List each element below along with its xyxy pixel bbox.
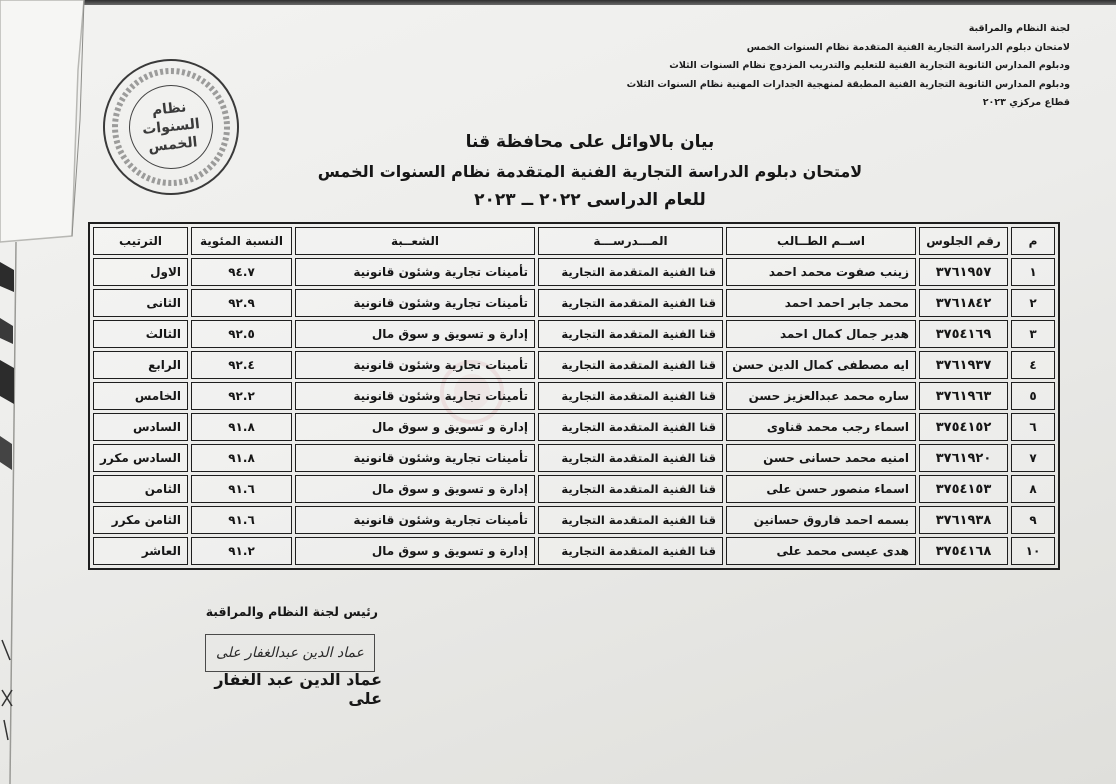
student-name-cell: ايه مصطفى كمال الدين حسن — [726, 351, 916, 379]
percentage-cell: ٩١.٦ — [191, 475, 292, 503]
percentage-cell: ٩١.٨ — [191, 444, 292, 472]
stamp-text: الخمس — [147, 134, 199, 156]
document-title — [290, 128, 890, 215]
table-header-row — [93, 227, 1055, 255]
row-number-cell: ٧ — [1011, 444, 1055, 472]
percentage-cell: ٩١.٨ — [191, 413, 292, 441]
rank-cell: السادس — [93, 413, 188, 441]
seat-number-cell: ٣٧٥٤١٥٢ — [919, 413, 1008, 441]
seat-number-cell: ٣٧٦١٩٣٧ — [919, 351, 1008, 379]
seat-number-cell: ٣٧٦١٩٢٠ — [919, 444, 1008, 472]
division-name-cell: تأمينات تجارية وشئون قانونية — [295, 444, 535, 472]
table-row — [93, 475, 1055, 503]
header-no: م — [1011, 227, 1055, 255]
rank-cell: الثالث — [93, 320, 188, 348]
paper-top-edge — [80, 0, 1116, 5]
school-name-cell: قنا الفنية المتقدمة التجارية — [538, 506, 723, 534]
row-number-cell: ٨ — [1011, 475, 1055, 503]
table-row — [93, 320, 1055, 348]
left-page-edge — [0, 0, 96, 784]
stamp-text: السنوات — [141, 116, 201, 138]
header-division: الشعــبة — [295, 227, 535, 255]
header-line: لجنة النظام والمراقبة — [968, 23, 1070, 34]
seat-number-cell: ٣٧٦١٩٥٧ — [919, 258, 1008, 286]
percentage-cell: ٩٢.٤ — [191, 351, 292, 379]
division-name-cell: تأمينات تجارية وشئون قانونية — [295, 289, 535, 317]
row-number-cell: ١ — [1011, 258, 1055, 286]
school-name-cell: قنا الفنية المتقدمة التجارية — [538, 320, 723, 348]
school-name-cell: قنا الفنية المتقدمة التجارية — [538, 258, 723, 286]
official-stamp — [96, 52, 245, 201]
percentage-cell: ٩١.٦ — [191, 506, 292, 534]
division-name-cell: إدارة و تسويق و سوق مال — [295, 537, 535, 565]
school-name-cell: قنا الفنية المتقدمة التجارية — [538, 289, 723, 317]
committee-header — [510, 20, 1070, 113]
student-name-cell: هدى عيسى محمد على — [726, 537, 916, 565]
header-percentage: النسبة المئوية — [191, 227, 292, 255]
student-name-cell: ساره محمد عبدالعزيز حسن — [726, 382, 916, 410]
division-name-cell: تأمينات تجارية وشئون قانونية — [295, 382, 535, 410]
student-name-cell: امنيه محمد حسانى حسن — [726, 444, 916, 472]
school-name-cell: قنا الفنية المتقدمة التجارية — [538, 475, 723, 503]
signatory-role: رئيس لجنة النظام والمراقبة — [205, 604, 378, 619]
results-table — [88, 222, 1060, 570]
header-seat-number: رقم الجلوس — [919, 227, 1008, 255]
header-rank: الترتيب — [93, 227, 188, 255]
division-name-cell: إدارة و تسويق و سوق مال — [295, 475, 535, 503]
percentage-cell: ٩٤.٧ — [191, 258, 292, 286]
seat-number-cell: ٣٧٦١٨٤٢ — [919, 289, 1008, 317]
student-name-cell: محمد جابر احمد احمد — [726, 289, 916, 317]
table-body — [93, 258, 1055, 565]
rank-cell: الثامن مكرر — [93, 506, 188, 534]
school-name-cell: قنا الفنية المتقدمة التجارية — [538, 413, 723, 441]
table-row — [93, 351, 1055, 379]
rank-cell: السادس مكرر — [93, 444, 188, 472]
table-row — [93, 289, 1055, 317]
school-name-cell: قنا الفنية المتقدمة التجارية — [538, 351, 723, 379]
student-name-cell: بسمه احمد فاروق حسانين — [726, 506, 916, 534]
row-number-cell: ٢ — [1011, 289, 1055, 317]
header-line: قطاع مركزي ٢٠٢٣ — [982, 97, 1070, 108]
header-school: المـــدرســـة — [538, 227, 723, 255]
academic-year: للعام الدراسى ٢٠٢٢ ــ ٢٠٢٣ — [474, 190, 706, 210]
division-name-cell: تأمينات تجارية وشئون قانونية — [295, 258, 535, 286]
row-number-cell: ٦ — [1011, 413, 1055, 441]
rank-cell: الخامس — [93, 382, 188, 410]
rank-cell: الاول — [93, 258, 188, 286]
student-name-cell: هدير جمال كمال احمد — [726, 320, 916, 348]
top-students-table — [88, 222, 1060, 570]
seat-number-cell: ٣٧٥٤١٥٣ — [919, 475, 1008, 503]
row-number-cell: ٩ — [1011, 506, 1055, 534]
table-row — [93, 537, 1055, 565]
seat-number-cell: ٣٧٥٤١٦٩ — [919, 320, 1008, 348]
school-name-cell: قنا الفنية المتقدمة التجارية — [538, 382, 723, 410]
percentage-cell: ٩٢.٥ — [191, 320, 292, 348]
school-name-cell: قنا الفنية المتقدمة التجارية — [538, 537, 723, 565]
header-line: ودبلوم المدارس الثانوية التجارية الفنية المطبقة لمنهجية الجدارات المهنية نظام السنوات الثلاث — [626, 78, 1070, 90]
rank-cell: الثانى — [93, 289, 188, 317]
table-row — [93, 444, 1055, 472]
stamp-text: نظام — [151, 99, 188, 119]
header-line: ودبلوم المدارس الثانوية التجارية الفنية للتعليم والتدريب المزدوج نظام السنوات الثلاث — [669, 60, 1070, 71]
percentage-cell: ٩١.٢ — [191, 537, 292, 565]
student-name-cell: اسماء منصور حسن على — [726, 475, 916, 503]
student-name-cell: اسماء رجب محمد قناوى — [726, 413, 916, 441]
header-student-name: اســم الطــالب — [726, 227, 916, 255]
title-line: بيان بالاوائل على محافظة قنا — [465, 132, 715, 152]
rank-cell: الرابع — [93, 351, 188, 379]
table-row — [93, 506, 1055, 534]
table-row — [93, 413, 1055, 441]
division-name-cell: تأمينات تجارية وشئون قانونية — [295, 506, 535, 534]
rank-cell: الثامن — [93, 475, 188, 503]
row-number-cell: ٤ — [1011, 351, 1055, 379]
division-name-cell: إدارة و تسويق و سوق مال — [295, 413, 535, 441]
row-number-cell: ٣ — [1011, 320, 1055, 348]
division-name-cell: إدارة و تسويق و سوق مال — [295, 320, 535, 348]
seat-number-cell: ٣٧٥٤١٦٨ — [919, 537, 1008, 565]
header-line: لامتحان دبلوم الدراسة التجارية الفنية المتقدمة نظام السنوات الخمس — [746, 41, 1070, 53]
table-row — [93, 258, 1055, 286]
school-name-cell: قنا الفنية المتقدمة التجارية — [538, 444, 723, 472]
student-name-cell: زينب صفوت محمد احمد — [726, 258, 916, 286]
title-line: لامتحان دبلوم الدراسة التجارية الفنية المتقدمة نظام السنوات الخمس — [317, 162, 863, 181]
seat-number-cell: ٣٧٦١٩٣٨ — [919, 506, 1008, 534]
rank-cell: العاشر — [93, 537, 188, 565]
division-name-cell: تأمينات تجارية وشئون قانونية — [295, 351, 535, 379]
percentage-cell: ٩٢.٢ — [191, 382, 292, 410]
signatory-name: عماد الدين عبد الغفار على — [214, 670, 382, 708]
row-number-cell: ٥ — [1011, 382, 1055, 410]
signature-stamp: عماد الدين عبدالغفار على — [205, 634, 375, 672]
percentage-cell: ٩٢.٩ — [191, 289, 292, 317]
seat-number-cell: ٣٧٦١٩٦٣ — [919, 382, 1008, 410]
row-number-cell: ١٠ — [1011, 537, 1055, 565]
table-row — [93, 382, 1055, 410]
